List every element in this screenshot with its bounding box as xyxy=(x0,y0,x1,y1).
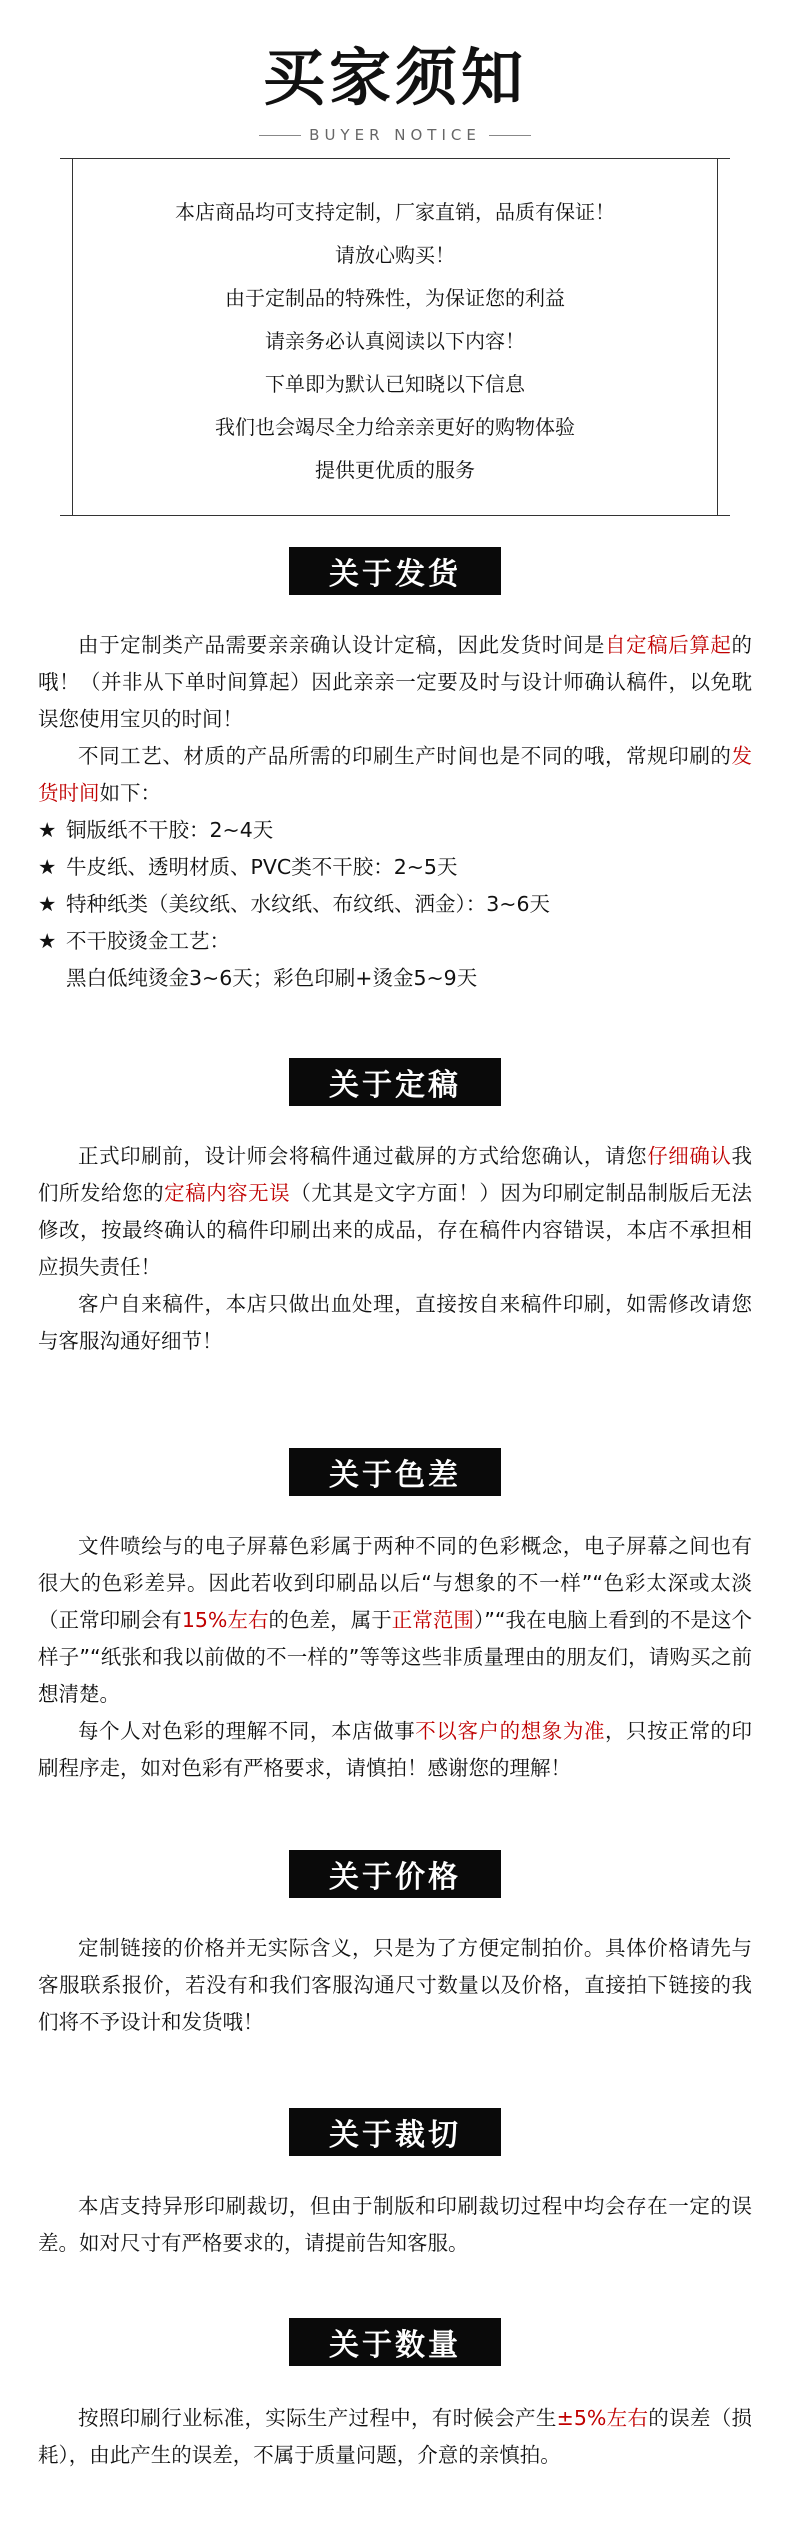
quantity-paragraph xyxy=(38,2400,752,2474)
list-item-text: 特种纸类（美纹纸、水纹纸、布纹纸、洒金）：3~6天 xyxy=(66,892,551,916)
highlight-text: ±5%左右 xyxy=(556,2406,649,2430)
sub-list-item: 黑白低纯烫金3~6天；彩色印刷+烫金5~9天 xyxy=(66,966,478,990)
notice-box xyxy=(60,158,730,516)
text: 的误差（损耗），由此产生的误差，不属于质量问题，介意的亲慎拍。 xyxy=(38,2406,753,2467)
divider xyxy=(259,135,301,136)
notice-line: 请亲务必认真阅读以下内容！ xyxy=(265,329,525,353)
text: 我们所发给您的 xyxy=(38,1144,753,1205)
subtitle-text: BUYER NOTICE xyxy=(309,126,481,144)
star-icon: ★ xyxy=(38,855,57,879)
section-heading-draft: 关于定稿 xyxy=(289,1058,501,1106)
notice-line: 本店商品均可支持定制，厂家直销，品质有保证！ xyxy=(175,200,615,224)
section-heading-cutting: 关于裁切 xyxy=(289,2108,501,2156)
cutting-paragraph: 本店支持异形印刷裁切，但由于制版和印刷裁切过程中均会存在一定的误差。如对尺寸有严格要求的，请提前告知客服。 xyxy=(38,2194,752,2255)
list-item xyxy=(38,849,752,886)
text: ，只按正常的印刷程序走，如对色彩有严格要求，请慎拍！感谢您的理解！ xyxy=(38,1719,753,1780)
section-body-quantity xyxy=(38,2400,752,2474)
list-item xyxy=(38,886,752,923)
notice-line: 由于定制品的特殊性，为保证您的利益 xyxy=(225,286,565,310)
text: 的哦！（并非从下单时间算起）因此亲亲一定要及时与设计师确认稿件，以免耽误您使用宝贝的时间！ xyxy=(38,633,752,731)
section-body-shipping xyxy=(38,627,752,997)
text: 由于定制类产品需要亲亲确认设计定稿，因此发货时间是 xyxy=(78,633,606,657)
divider xyxy=(489,135,531,136)
list-item-text: 铜版纸不干胶：2~4天 xyxy=(66,818,274,842)
section-body-color xyxy=(38,1528,752,1787)
notice-line: 提供更优质的服务 xyxy=(315,458,475,482)
text: 正式印刷前，设计师会将稿件通过截屏的方式给您确认，请您 xyxy=(78,1144,648,1168)
list-item xyxy=(38,812,752,849)
section-body-draft xyxy=(38,1138,752,1360)
section-body-price xyxy=(38,1930,752,2041)
text: 文件喷绘与的电子屏幕色彩属于两种不同的色彩概念，电子屏幕之间也有很大的色彩差异。因此若收到印刷品以后“与想象的不一样”“色彩太深或太淡（正常印刷会有 xyxy=(38,1534,752,1632)
text: （尤其是文字方面！）因为印刷定制品制版后无法修改，按最终确认的稿件印刷出来的成品，存在稿件内容错误，本店不承担相应损失责任！ xyxy=(38,1181,753,1279)
text: 如下： xyxy=(99,781,161,805)
highlight-text: 15%左右 xyxy=(181,1608,269,1632)
highlight-text: 定稿内容无误 xyxy=(164,1181,291,1205)
text: 每个人对色彩的理解不同，本店做事 xyxy=(78,1719,416,1743)
text: ）”“我在电脑上看到的不是这个样子”“纸张和我以前做的不一样的”等等这些非质量理由的朋友们，请购买之前想清楚。 xyxy=(38,1608,753,1706)
shipping-paragraph xyxy=(38,627,752,738)
page-title: 买家须知 xyxy=(262,41,527,114)
highlight-text: 仔细确认 xyxy=(647,1144,732,1168)
section-body-cutting xyxy=(38,2188,752,2262)
highlight-text: 发货时间 xyxy=(38,744,752,805)
star-icon: ★ xyxy=(38,929,57,953)
list-item-text: 牛皮纸、透明材质、PVC类不干胶：2~5天 xyxy=(66,855,458,879)
text: 的色差，属于 xyxy=(268,1608,392,1632)
draft-paragraph: 客户自来稿件，本店只做出血处理，直接按自来稿件印刷，如需修改请您与客服沟通好细节！ xyxy=(38,1292,752,1353)
highlight-text: 自定稿后算起 xyxy=(605,633,732,657)
highlight-text: 正常范围 xyxy=(391,1608,474,1632)
draft-paragraph xyxy=(38,1138,752,1286)
color-paragraph xyxy=(38,1528,752,1713)
text: 按照印刷行业标准，实际生产过程中，有时候会产生 xyxy=(78,2406,557,2430)
highlight-text: 不以客户的想象为准 xyxy=(415,1719,606,1743)
section-heading-price: 关于价格 xyxy=(289,1850,501,1898)
price-paragraph: 定制链接的价格并无实际含义，只是为了方便定制拍价。具体价格请先与客服联系报价，若没有和我们客服沟通尺寸数量以及价格，直接拍下链接的我们将不予设计和发货哦！ xyxy=(38,1936,752,2034)
list-item xyxy=(38,923,752,960)
notice-line: 我们也会竭尽全力给亲亲更好的购物体验 xyxy=(215,415,575,439)
text: 不同工艺、材质的产品所需的印刷生产时间也是不同的哦，常规印刷的 xyxy=(78,744,732,768)
star-icon: ★ xyxy=(38,892,57,916)
shipping-paragraph xyxy=(38,738,752,812)
section-heading-quantity: 关于数量 xyxy=(289,2318,501,2366)
color-paragraph xyxy=(38,1713,752,1787)
star-icon: ★ xyxy=(38,818,57,842)
section-heading-shipping: 关于发货 xyxy=(289,547,501,595)
notice-line: 下单即为默认已知晓以下信息 xyxy=(265,372,525,396)
page-subtitle xyxy=(0,126,790,144)
section-heading-color: 关于色差 xyxy=(289,1448,501,1496)
list-item-text: 不干胶烫金工艺： xyxy=(66,929,230,953)
notice-lines xyxy=(60,191,730,492)
notice-line: 请放心购买！ xyxy=(335,243,455,267)
